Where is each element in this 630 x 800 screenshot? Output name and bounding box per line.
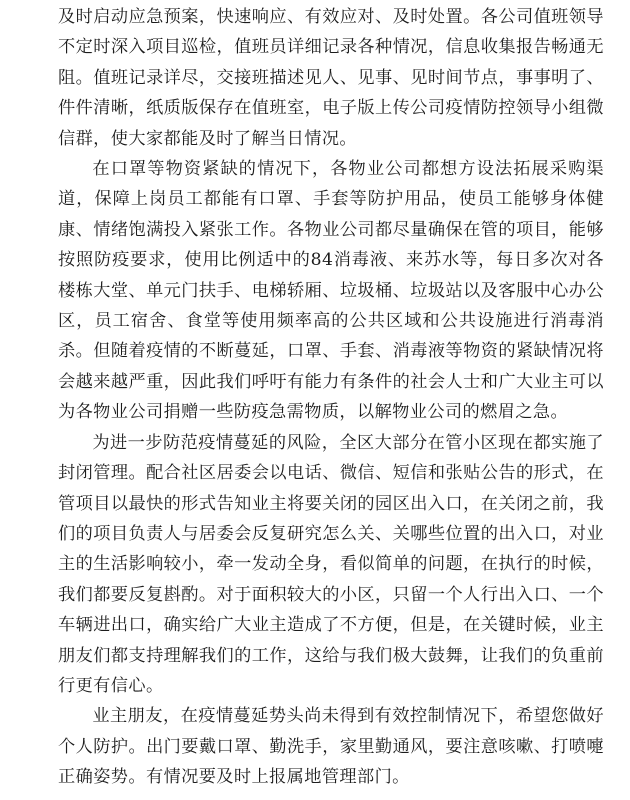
paragraph-emergency-response: 及时启动应急预案，快速响应、有效应对、及时处置。各公司值班领导不定时深入项目巡检，值班员详细记录各种情况，信息收集报告畅通无阻。值班记录详尽，交接班描述见人、见事、见时间节点，事事明了、件件清晰，纸质版保存在值班室，电子版上传公司疫情防控领导小组微信群，使大家都能及时了解当日情况。 <box>58 7 604 149</box>
paragraph-personal-protection: 业主朋友，在疫情蔓延势头尚未得到有效控制情况下，希望您做好个人防护。出门要戴口罩、勤洗手，家里勤通风，要注意咳嗽、打喷嚏正确姿势。有情况要及时上报属地管理部门。 <box>58 706 604 788</box>
paragraph-supplies-disinfection: 在口罩等物资紧缺的情况下，各物业公司都想方设法拓展采购渠道，保障上岗员工都能有口罩、手套等防护用品，使员工能够身体健康、情绪饱满投入紧张工作。各物业公司都尽量确保在管的项目，能够按照防疫要求，使用比例适中的84消毒液、来苏水等，每日多次对各楼栋大堂、单元门扶手、电梯轿厢、垃圾桶、垃圾站以及客服中心办公区，员工宿舍、食堂等使用频率高的公共区域和公共设施进行消毒消杀。但随着疫情的不断蔓延，口罩、手套、消毒液等物资的紧缺情况将会越来越严重，因此我们呼吁有能力有条件的社会人士和广大业主可以为各物业公司捐赠一些防疫急需物质，以解物业公司的燃眉之急。 <box>58 159 604 423</box>
paragraph-closed-management: 为进一步防范疫情蔓延的风险，全区大部分在管小区现在都实施了封闭管理。配合社区居委会以电话、微信、短信和张贴公告的形式，在管项目以最快的形式告知业主将要关闭的园区出入口，在关闭之前，我们的项目负责人与居委会反复研究怎么关、关哪些位置的出入口，对业主的生活影响较小，牵一发动全身，看似简单的问题，在执行的时候，我们都要反复斟酌。对于面积较大的小区，只留一个人行出入口、一个车辆进出口，确实给广大业主造成了不方便，但是，在关键时候，业主朋友们都支持理解我们的工作，这给与我们极大鼓舞，让我们的负重前行更有信心。 <box>58 432 604 696</box>
